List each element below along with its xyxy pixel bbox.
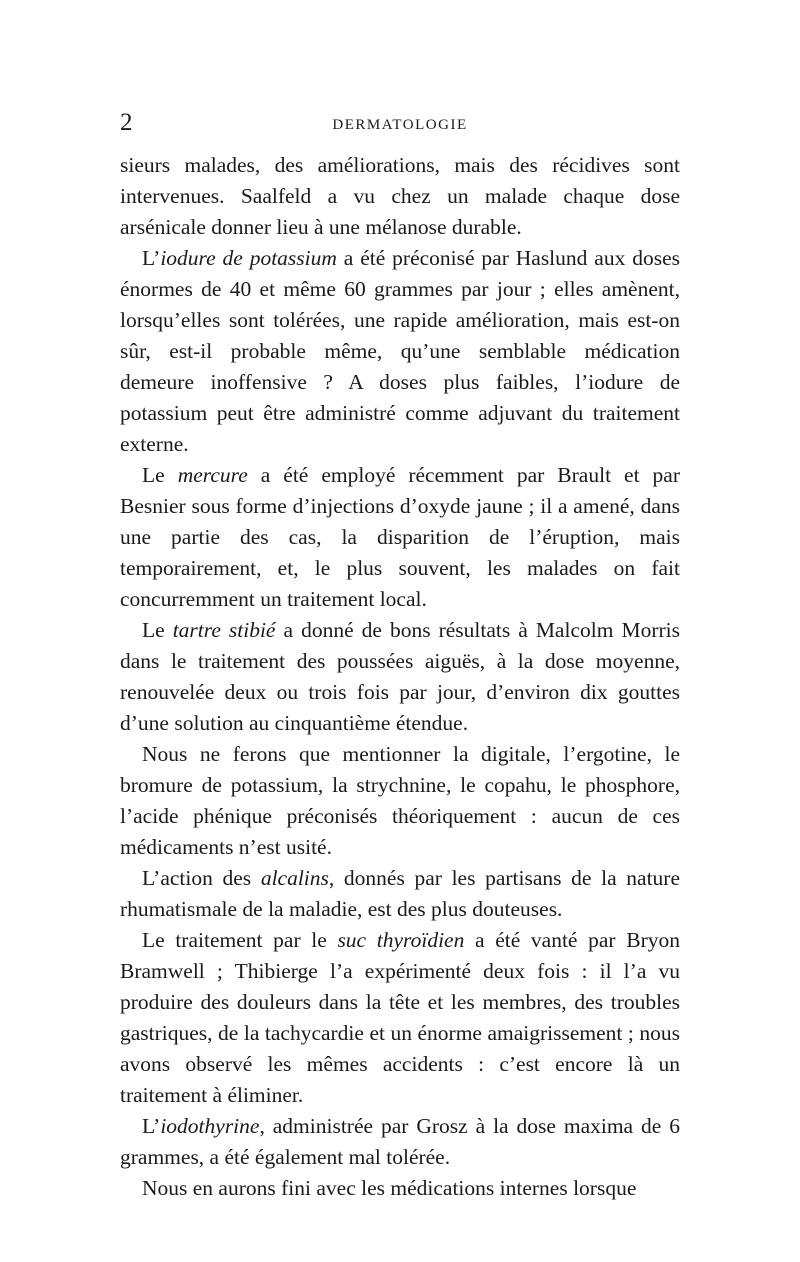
italic-term: mercure xyxy=(177,463,248,487)
paragraph-alcalins xyxy=(120,863,680,925)
paragraph-mention xyxy=(120,739,680,863)
italic-term: iodothyrine xyxy=(160,1114,260,1138)
paragraph-text: a été préconisé par Haslund aux doses énormes de 40 et même 60 grammes par jour ; elles amènent, lorsqu’elles sont tolérées, une rapide amélioration, mais est-on sûr, est-il probable même, qu’une semblable médication demeure inoffensive ? A doses plus faibles, l’iodure de potassium peut être administré comme adjuvant du traitement externe. xyxy=(120,246,680,456)
paragraph-text: a donné de bons résultats à Malcolm Morris dans le traitement des poussées aiguës, à la dose moyenne, renouvelée deux ou trois fois par jour, d’environ dix gouttes d’une solution au cinquantième étendue. xyxy=(120,618,680,735)
paragraph-text: Nous en aurons fini avec les médications internes lorsque xyxy=(142,1176,637,1200)
paragraph-text: L’action des xyxy=(142,866,261,890)
paragraph-text: Nous ne ferons que mentionner la digitale, l’ergotine, le bromure de potassium, la strychnine, le copahu, le phosphore, l’acide phénique préconisés théoriquement : aucun de ces médicaments n’est usité. xyxy=(120,742,680,859)
paragraph-text: L’ xyxy=(142,246,161,270)
running-head xyxy=(120,108,680,138)
paragraph-thyroidien xyxy=(120,925,680,1111)
paragraph-text: L’ xyxy=(142,1114,161,1138)
paragraph-text: , donnés par les partisans de la nature rhumatismale de la maladie, est des plus douteuses. xyxy=(120,866,681,921)
italic-term: suc thyroïdien xyxy=(337,928,465,952)
page-number: 2 xyxy=(120,109,133,136)
paragraph-text: , administrée par Grosz à la dose maxima de 6 grammes, a été également mal tolérée. xyxy=(120,1114,680,1169)
paragraph-text: Le xyxy=(142,618,173,642)
body-text xyxy=(120,150,680,1204)
paragraph-text: Le traitement par le xyxy=(142,928,338,952)
paragraph-continuation xyxy=(120,150,680,243)
italic-term: iodure de potassium xyxy=(160,246,337,270)
paragraph-tartre xyxy=(120,615,680,739)
italic-term: alcalins xyxy=(260,866,329,890)
paragraph-text: a été employé récemment par Brault et par Besnier sous forme d’injections d’oxyde jaune ; il a amené, dans une partie des cas, la disparition de l’éruption, mais temporairement, et, le plus souvent, les malades on fait concurremment un traitement local. xyxy=(120,463,681,611)
paragraph-iodothyrine xyxy=(120,1111,680,1173)
running-title: DERMATOLOGIE xyxy=(332,117,468,133)
paragraph-mercure xyxy=(120,460,680,615)
italic-term: tartre stibié xyxy=(172,618,276,642)
paragraph-final xyxy=(120,1173,680,1204)
paragraph-iodure xyxy=(120,243,680,460)
paragraph-text: Le xyxy=(142,463,178,487)
paragraph-text: a été vanté par Bryon Bramwell ; Thibierge l’a expérimenté deux fois : il l’a vu produire des douleurs dans la tête et les membres, des troubles gastriques, de la tachycardie et un énorme amaigrissement ; nous avons observé les mêmes accidents : c’est encore là un traitement à éliminer. xyxy=(120,928,680,1107)
paragraph-text: sieurs malades, des améliorations, mais des récidives sont intervenues. Saalfeld a vu chez un malade chaque dose arsénicale donner lieu à une mélanose durable. xyxy=(120,153,680,239)
